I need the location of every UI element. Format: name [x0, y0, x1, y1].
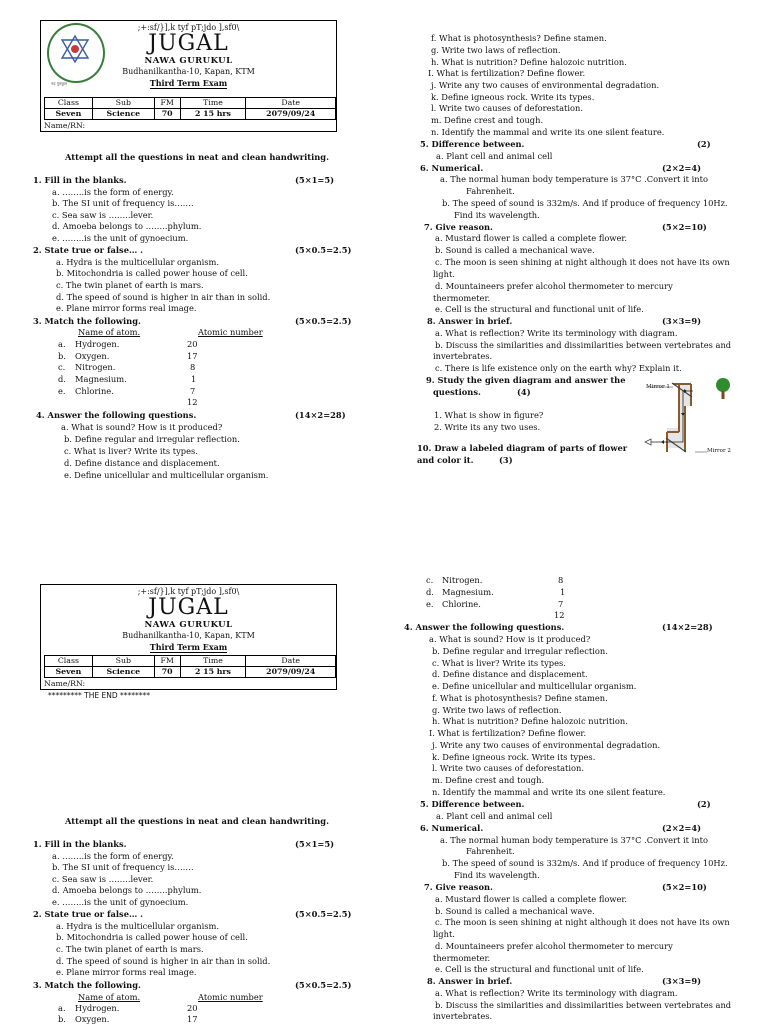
- q6-title: 6. Numerical.: [420, 163, 484, 173]
- preeti-line: ;+:sf/}],k tyf pT;jdo ],sf0\: [137, 23, 240, 32]
- name-label: Name/RN:: [44, 121, 86, 130]
- q7-title: 7. Give reason.: [424, 222, 493, 232]
- q4-title: 4. Answer the following questions.: [36, 410, 197, 420]
- sub-school-name: NAWA GURUKUL: [144, 56, 233, 66]
- the-end-text: ********* THE END ********: [48, 691, 150, 700]
- q10-title: 10. Draw a labeled diagram of parts of flower: [417, 443, 628, 453]
- q1-marks: (5×1=5): [295, 175, 335, 185]
- mirror-1-label: Mirror 1: [646, 384, 670, 390]
- q3-title: 3. Match the following.: [33, 316, 141, 326]
- q1-title: 1. Fill in the blanks.: [33, 175, 127, 185]
- school-address: Budhanilkantha-10, Kapan, KTM: [122, 67, 255, 76]
- q5-title: 5. Difference between.: [420, 139, 525, 149]
- periscope-diagram: [643, 376, 736, 461]
- exam-info-table-2: Class Sub FM Time Date Seven Science 70 2 15 hrs 2079/09/24: [44, 655, 336, 678]
- exam-header: नव गुरुकुल ;+:sf/}],k tyf pT;jdo ],sf0\ JUGAL NAWA GURUKUL Budhanilkantha-10, Kapan, KTM Third Term Exam Class Sub FM Time Date Seven Science 70 2 15 hrs 2079/09/24 Name/RN:: [40, 20, 337, 132]
- school-name: JUGAL: [148, 31, 229, 56]
- q9-title: 9. Study the given diagram and answer the: [426, 375, 626, 385]
- instruction: Attempt all the questions in neat and clean handwriting.: [65, 152, 330, 162]
- q2-title: 2. State true or false… .: [33, 245, 144, 255]
- q8-title: 8. Answer in brief.: [427, 316, 513, 326]
- mirror-2-label: Mirror 2: [707, 448, 731, 454]
- exam-info-table: Class Sub FM Time Date Seven Science 70 2 15 hrs 2079/09/24: [44, 97, 336, 120]
- exam-header-2: ;+:sf/}],k tyf pT;jdo ],sf0\ JUGAL NAWA GURUKUL Budhanilkantha-10, Kapan, KTM Third Term Exam Class Sub FM Time Date Seven Science 70 2 15 hrs 2079/09/24 Name/RN:: [40, 584, 337, 690]
- exam-title: Third Term Exam: [149, 78, 228, 88]
